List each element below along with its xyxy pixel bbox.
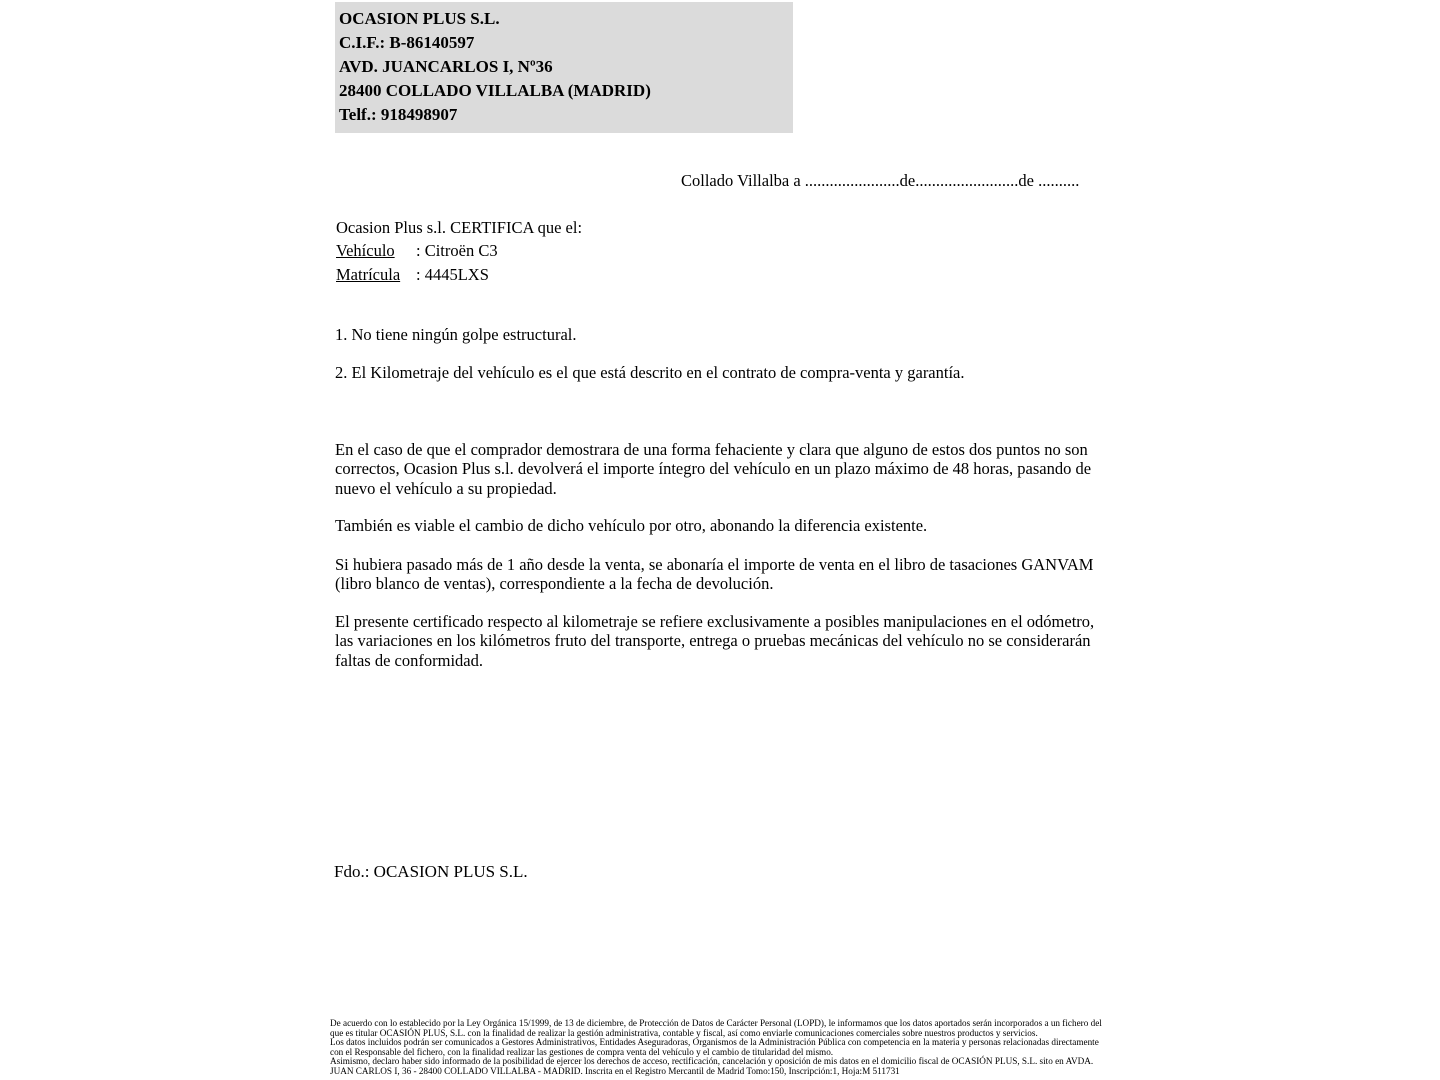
company-header-box <box>335 2 793 133</box>
legal-footer <box>330 1019 1104 1077</box>
date-line: Collado Villalba a .......................de.........................de .......... <box>681 171 1080 190</box>
paragraph-ganvam: Si hubiera pasado más de 1 año desde la venta, se abonaría el importe de venta en el libro de tasaciones GANVAM (libro blanco de ventas), correspondiente a la fecha de devolución. <box>335 555 1094 594</box>
vehicle-label-cell <box>336 239 416 262</box>
legal-paragraph-data-sharing: Los datos incluidos podrán ser comunicados a Gestores Administrativos, Entidades Aseguradoras, Organismos de la Administración Pública con competencia en la materia y personas relacionadas directamente con el Responsable del fichero, con la finalidad realizar las gestiones de compra venta del vehículo y el cambio de titularidad del mismo. <box>330 1037 1099 1057</box>
vehicle-label: Vehículo <box>336 241 395 261</box>
plate-value: : 4445LXS <box>416 264 489 284</box>
vehicle-value: : Citroën C3 <box>416 241 498 261</box>
company-name: OCASION PLUS S.L. <box>339 9 500 28</box>
company-address: AVD. JUANCARLOS I, Nº36 <box>339 57 553 76</box>
certify-intro: Ocasion Plus s.l. CERTIFICA que el: <box>336 218 583 237</box>
plate-label-cell <box>336 263 416 286</box>
company-cif: C.I.F.: B-86140597 <box>339 33 475 52</box>
point-1: 1. No tiene ningún golpe estructural. <box>335 325 577 344</box>
company-city: 28400 COLLADO VILLALBA (MADRID) <box>339 81 651 100</box>
company-phone: Telf.: 918498907 <box>339 105 458 124</box>
certification-block <box>336 216 582 286</box>
signature-line: Fdo.: OCASION PLUS S.L. <box>334 862 528 881</box>
paragraph-refund: En el caso de que el comprador demostrara de una forma fehaciente y clara que alguno de estos dos puntos no son correctos, Ocasion Plus s.l. devolverá el importe íntegro del vehículo en un plazo máximo de 48 horas, pasando de nuevo el vehículo a su propiedad. <box>335 440 1092 498</box>
paragraph-odometer: El presente certificado respecto al kilometraje se refiere exclusivamente a posibles manipulaciones en el odómetro, las variaciones en los kilómetros fruto del transporte, entrega o pruebas mecánicas del vehículo no se considerarán faltas de conformidad. <box>335 612 1095 670</box>
legal-paragraph-rights: Asimismo, declaro haber sido informado de la posibilidad de ejercer los derechos de acceso, rectificación, cancelación y oposición de mis datos en el domicilio fiscal de OCASIÓN PLUS, S.L. sito en AVDA. JUAN CARLOS I, 36 - 28400 COLLADO VILLALBA - MADRID. Inscrita en el Registro Mercantil de Madrid Tomo:150, Inscripción:1, Hoja:M 511731 <box>330 1056 1094 1076</box>
vehicle-row <box>336 239 582 262</box>
legal-paragraph-lopd: De acuerdo con lo establecido por la Ley Orgánica 15/1999, de 13 de diciembre, de Protección de Datos de Carácter Personal (LOPD), le informamos que los datos aportados serán incorporados a un fichero del que es titular OCASIÓN PLUS, S.L. con la finalidad de realizar la gestión administrativa, contable y fiscal, así como enviarle comunicaciones comerciales sobre nuestros productos y servicios. <box>330 1018 1102 1038</box>
plate-label: Matrícula <box>336 264 401 284</box>
paragraph-exchange: También es viable el cambio de dicho vehículo por otro, abonando la diferencia existente. <box>335 516 928 535</box>
plate-row <box>336 263 582 286</box>
point-2: 2. El Kilometraje del vehículo es el que está descrito en el contrato de compra-venta y garantía. <box>335 363 965 382</box>
